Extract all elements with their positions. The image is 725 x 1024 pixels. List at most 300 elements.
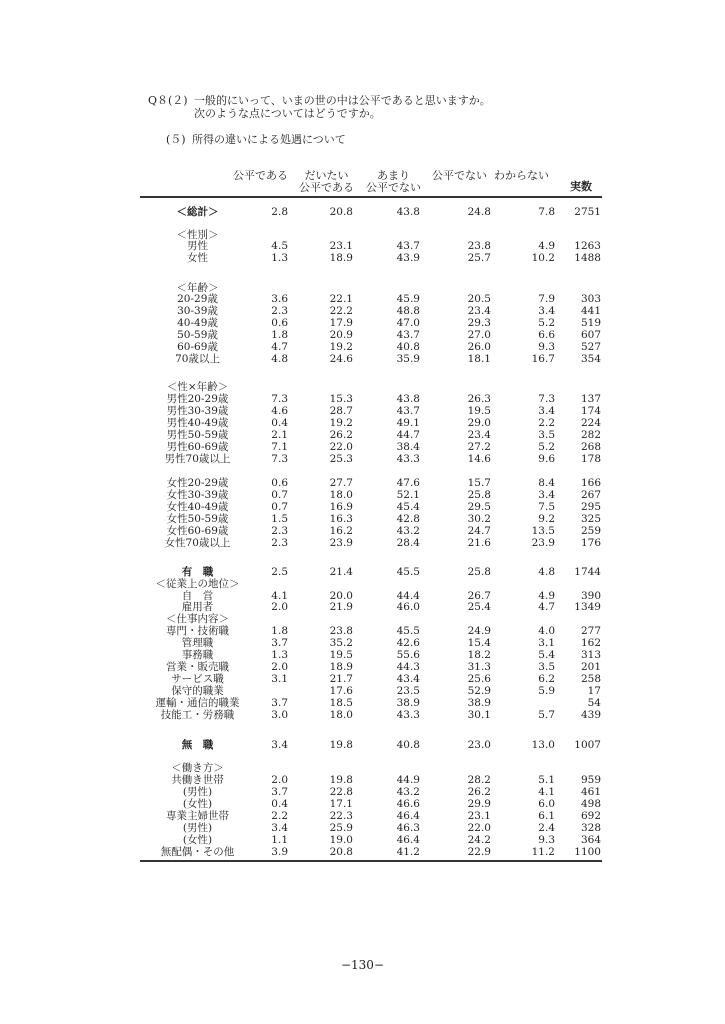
row-label: 70歳以上 [175, 353, 220, 365]
table-row [0, 353, 725, 365]
row-label: 保守的職業 [171, 685, 224, 697]
cell-value: 2.2 [538, 417, 555, 429]
row-label: ＜年齢＞ [176, 282, 219, 294]
row-label: 共働き世帯 [171, 774, 224, 786]
cell-value: 25.3 [329, 453, 353, 465]
cell-value: 1349 [574, 601, 601, 613]
cell-value: 23.1 [467, 810, 491, 822]
cell-value: 4.9 [538, 590, 555, 602]
cell-value: 23.1 [329, 240, 353, 252]
cell-value: 7.8 [538, 206, 555, 218]
cell-value: 1744 [574, 566, 601, 578]
cell-value: 17.1 [329, 798, 353, 810]
cell-value: 41.2 [396, 846, 420, 858]
cell-value: 40.8 [396, 739, 420, 751]
cell-value: 22.9 [467, 846, 491, 858]
cell-value: 0.7 [271, 489, 288, 501]
cell-value: 2.8 [271, 206, 288, 218]
cell-value: 23.0 [467, 739, 491, 751]
cell-value: 7.3 [271, 453, 288, 465]
cell-value: 295 [580, 501, 601, 513]
cell-value: 17 [587, 685, 601, 697]
table-row [0, 489, 725, 501]
cell-value: 23.8 [329, 625, 353, 637]
cell-value: 17.9 [329, 317, 353, 329]
cell-value: 0.7 [271, 501, 288, 513]
cell-value: 16.3 [329, 513, 353, 525]
row-label: 無配偶・その他 [160, 846, 235, 858]
cell-value: 25.6 [467, 673, 491, 685]
cell-value: 258 [580, 673, 601, 685]
cell-value: 3.9 [271, 846, 288, 858]
table-row [0, 798, 725, 810]
cell-value: 31.3 [467, 661, 491, 673]
cell-value: 162 [580, 637, 601, 649]
cell-value: 21.6 [467, 537, 491, 549]
table-row [0, 822, 725, 834]
cell-value: 166 [580, 477, 601, 489]
table-row [0, 661, 725, 673]
table-row [0, 240, 725, 252]
cell-value: 3.5 [538, 429, 555, 441]
table-row [0, 305, 725, 317]
cell-value: 27.2 [467, 441, 491, 453]
cell-value: 277 [580, 625, 601, 637]
cell-value: 10.2 [531, 252, 555, 264]
cell-value: 9.3 [538, 834, 555, 846]
cell-value: 55.6 [396, 649, 420, 661]
cell-value: 3.4 [271, 822, 288, 834]
cell-value: 0.6 [271, 477, 288, 489]
cell-value: 14.6 [467, 453, 491, 465]
cell-value: 17.6 [329, 685, 353, 697]
cell-value: 178 [580, 453, 601, 465]
cell-value: 52.9 [467, 685, 491, 697]
cell-value: 43.8 [396, 393, 420, 405]
cell-value: 35.9 [396, 353, 420, 365]
cell-value: 15.4 [467, 637, 491, 649]
cell-value: 22.3 [329, 810, 353, 822]
column-header-mostly-fair-line1: だいたい [304, 169, 349, 182]
cell-value: 2.0 [271, 774, 288, 786]
cell-value: 25.4 [467, 601, 491, 613]
cell-value: 45.4 [396, 501, 420, 513]
cell-value: 3.7 [271, 637, 288, 649]
cell-value: 519 [580, 317, 601, 329]
cell-value: 224 [580, 417, 601, 429]
cell-value: 439 [580, 709, 601, 721]
cell-value: 23.5 [396, 685, 420, 697]
cell-value: 3.1 [271, 673, 288, 685]
cell-value: 24.2 [467, 834, 491, 846]
cell-value: 1.8 [271, 329, 288, 341]
cell-value: 28.2 [467, 774, 491, 786]
cell-value: 26.2 [467, 786, 491, 798]
sub-question-text: 所得の違いによる処遇について [192, 133, 346, 146]
cell-value: 176 [580, 537, 601, 549]
cell-value: 43.4 [396, 673, 420, 685]
cell-value: 4.6 [271, 405, 288, 417]
page-number: −130− [340, 958, 384, 972]
cell-value: 328 [580, 822, 601, 834]
cell-value: 44.7 [396, 429, 420, 441]
table-row [0, 810, 725, 822]
cell-value: 54 [587, 697, 601, 709]
table-row [0, 417, 725, 429]
cell-value: 9.6 [538, 453, 555, 465]
cell-value: 44.4 [396, 590, 420, 602]
sub-question-number: (５) [166, 133, 186, 146]
cell-value: 303 [580, 293, 601, 305]
cell-value: 5.9 [538, 685, 555, 697]
cell-value: 7.3 [538, 393, 555, 405]
cell-value: 7.1 [271, 441, 288, 453]
cell-value: 3.4 [538, 489, 555, 501]
cell-value: 27.0 [467, 329, 491, 341]
column-header-not-fair: 公平でない [432, 169, 487, 182]
cell-value: 24.7 [467, 525, 491, 537]
cell-value: 43.3 [396, 709, 420, 721]
cell-value: 4.8 [538, 566, 555, 578]
row-label: 男性40-49歳 [166, 417, 229, 429]
cell-value: 1.5 [271, 513, 288, 525]
table-row [0, 613, 725, 625]
row-label: 営業・販売職 [166, 661, 229, 673]
cell-value: 47.0 [396, 317, 420, 329]
cell-value: 2.3 [271, 305, 288, 317]
cell-value: 441 [580, 305, 601, 317]
cell-value: 46.0 [396, 601, 420, 613]
column-header-dont-know: わからない [494, 169, 549, 182]
table-row [0, 405, 725, 417]
cell-value: 607 [580, 329, 601, 341]
cell-value: 26.0 [467, 341, 491, 353]
cell-value: 2.2 [271, 810, 288, 822]
row-label: 事務職 [181, 649, 214, 661]
cell-value: 6.1 [538, 810, 555, 822]
column-header-fair: 公平である [233, 169, 288, 182]
cell-value: 7.9 [538, 293, 555, 305]
cell-value: 1100 [574, 846, 601, 858]
table-row [0, 252, 725, 264]
column-header-not-very-fair-line2: 公平でない [366, 181, 421, 194]
row-label: 男性60-69歳 [166, 441, 229, 453]
cell-value: 43.8 [396, 206, 420, 218]
cell-value: 30.2 [467, 513, 491, 525]
row-label: ＜性×年齢＞ [166, 381, 229, 393]
row-label: 管理職 [181, 637, 214, 649]
cell-value: 16.2 [329, 525, 353, 537]
row-label: 20-29歳 [177, 293, 218, 305]
row-label: 40-49歳 [177, 317, 218, 329]
cell-value: 2.4 [538, 822, 555, 834]
cell-value: 43.7 [396, 240, 420, 252]
cell-value: 21.4 [329, 566, 353, 578]
cell-value: 2.5 [271, 566, 288, 578]
cell-value: 43.2 [396, 525, 420, 537]
cell-value: 4.7 [271, 341, 288, 353]
cell-value: 15.7 [467, 477, 491, 489]
cell-value: 20.8 [329, 846, 353, 858]
cell-value: 2751 [574, 206, 601, 218]
cell-value: 174 [580, 405, 601, 417]
cell-value: 1.1 [271, 834, 288, 846]
cell-value: 13.5 [531, 525, 555, 537]
cell-value: 44.3 [396, 661, 420, 673]
cell-value: 35.2 [329, 637, 353, 649]
cell-value: 22.0 [467, 822, 491, 834]
cell-value: 47.6 [396, 477, 420, 489]
cell-value: 3.4 [538, 305, 555, 317]
cell-value: 38.9 [396, 697, 420, 709]
cell-value: 4.9 [538, 240, 555, 252]
table-row [0, 566, 725, 578]
row-label: 自 営 [181, 590, 214, 602]
cell-value: 23.4 [467, 305, 491, 317]
cell-value: 24.6 [329, 353, 353, 365]
row-label: 男性50-59歳 [166, 429, 229, 441]
cell-value: 4.1 [271, 590, 288, 602]
table-row [0, 381, 725, 393]
column-header-count: 実数 [570, 180, 592, 193]
cell-value: 23.9 [329, 537, 353, 549]
cell-value: 0.6 [271, 317, 288, 329]
cell-value: 3.7 [271, 786, 288, 798]
question-line-1: 一般的にいって、いまの世の中は公平であると思いますか。 [194, 94, 491, 107]
cell-value: 4.1 [538, 786, 555, 798]
cell-value: 43.7 [396, 329, 420, 341]
row-label: ＜仕事内容＞ [166, 613, 229, 625]
cell-value: 2.3 [271, 525, 288, 537]
row-label: サービス職 [171, 673, 224, 685]
table-row [0, 739, 725, 751]
row-label: 有 職 [181, 566, 214, 578]
cell-value: 5.4 [538, 649, 555, 661]
cell-value: 4.8 [271, 353, 288, 365]
cell-value: 1488 [574, 252, 601, 264]
cell-value: 527 [580, 341, 601, 353]
cell-value: 15.3 [329, 393, 353, 405]
cell-value: 9.3 [538, 341, 555, 353]
cell-value: 22.1 [329, 293, 353, 305]
cell-value: 461 [580, 786, 601, 798]
table-bottom-rule [140, 860, 602, 862]
row-label: 男性 [187, 240, 208, 252]
row-label: ＜働き方＞ [171, 762, 224, 774]
cell-value: 1.3 [271, 252, 288, 264]
row-label: 無 職 [181, 739, 214, 751]
cell-value: 390 [580, 590, 601, 602]
cell-value: 48.8 [396, 305, 420, 317]
table-row [0, 846, 725, 858]
cell-value: 46.3 [396, 822, 420, 834]
table-row [0, 429, 725, 441]
cell-value: 18.0 [329, 709, 353, 721]
table-row [0, 537, 725, 549]
cell-value: 19.2 [329, 417, 353, 429]
cell-value: 4.5 [271, 240, 288, 252]
cell-value: 43.7 [396, 405, 420, 417]
cell-value: 23.9 [531, 537, 555, 549]
cell-value: 18.9 [329, 661, 353, 673]
cell-value: 19.2 [329, 341, 353, 353]
cell-value: 22.8 [329, 786, 353, 798]
row-label: (男性) [182, 822, 213, 834]
cell-value: 29.0 [467, 417, 491, 429]
question-line-2: 次のような点についてはどうですか。 [194, 107, 381, 120]
cell-value: 1007 [574, 739, 601, 751]
cell-value: 2.3 [271, 537, 288, 549]
cell-value: 19.8 [329, 774, 353, 786]
column-header-not-very-fair-line1: あまり [377, 169, 410, 182]
cell-value: 46.4 [396, 834, 420, 846]
cell-value: 24.8 [467, 206, 491, 218]
cell-value: 1263 [574, 240, 601, 252]
table-row [0, 393, 725, 405]
cell-value: 38.4 [396, 441, 420, 453]
cell-value: 19.5 [329, 649, 353, 661]
cell-value: 7.5 [538, 501, 555, 513]
table-row [0, 453, 725, 465]
cell-value: 1.3 [271, 649, 288, 661]
cell-value: 282 [580, 429, 601, 441]
cell-value: 42.6 [396, 637, 420, 649]
cell-value: 268 [580, 441, 601, 453]
table-row [0, 697, 725, 709]
cell-value: 20.8 [329, 206, 353, 218]
cell-value: 259 [580, 525, 601, 537]
cell-value: 49.1 [396, 417, 420, 429]
row-label: 男性30-39歳 [166, 405, 229, 417]
cell-value: 498 [580, 798, 601, 810]
cell-value: 313 [580, 649, 601, 661]
cell-value: 5.1 [538, 774, 555, 786]
row-label: (女性) [182, 834, 213, 846]
cell-value: 29.5 [467, 501, 491, 513]
cell-value: 44.9 [396, 774, 420, 786]
cell-value: 25.7 [467, 252, 491, 264]
cell-value: 8.4 [538, 477, 555, 489]
cell-value: 42.8 [396, 513, 420, 525]
cell-value: 18.5 [329, 697, 353, 709]
table-row [0, 673, 725, 685]
row-label: 女性50-59歳 [166, 513, 229, 525]
table-row [0, 637, 725, 649]
table-row [0, 329, 725, 341]
cell-value: 16.9 [329, 501, 353, 513]
cell-value: 27.7 [329, 477, 353, 489]
cell-value: 26.2 [329, 429, 353, 441]
column-header-mostly-fair-line2: 公平である [299, 181, 354, 194]
cell-value: 16.7 [531, 353, 555, 365]
cell-value: 2.0 [271, 661, 288, 673]
cell-value: 18.2 [467, 649, 491, 661]
cell-value: 22.0 [329, 441, 353, 453]
table-row [0, 625, 725, 637]
cell-value: 1.8 [271, 625, 288, 637]
cell-value: 22.2 [329, 305, 353, 317]
cell-value: 30.1 [467, 709, 491, 721]
row-label: 専門・技術職 [166, 625, 229, 637]
row-label: 50-59歳 [177, 329, 218, 341]
cell-value: 4.7 [538, 601, 555, 613]
cell-value: 3.1 [538, 637, 555, 649]
table-row [0, 525, 725, 537]
row-label: 女性30-39歳 [166, 489, 229, 501]
cell-value: 5.2 [538, 441, 555, 453]
cell-value: 2.1 [271, 429, 288, 441]
cell-value: 26.7 [467, 590, 491, 602]
row-label: 男性20-29歳 [166, 393, 229, 405]
cell-value: 43.2 [396, 786, 420, 798]
cell-value: 29.3 [467, 317, 491, 329]
cell-value: 28.7 [329, 405, 353, 417]
table-row [0, 341, 725, 353]
cell-value: 46.6 [396, 798, 420, 810]
table-row [0, 649, 725, 661]
cell-value: 19.8 [329, 739, 353, 751]
cell-value: 25.8 [467, 566, 491, 578]
row-label: 女性40-49歳 [166, 501, 229, 513]
cell-value: 19.0 [329, 834, 353, 846]
table-row [0, 774, 725, 786]
row-label: 専業主婦世帯 [166, 810, 229, 822]
table-row [0, 501, 725, 513]
cell-value: 23.4 [467, 429, 491, 441]
cell-value: 38.9 [467, 697, 491, 709]
row-label: 30-39歳 [177, 305, 218, 317]
cell-value: 5.2 [538, 317, 555, 329]
cell-value: 21.7 [329, 673, 353, 685]
cell-value: 325 [580, 513, 601, 525]
row-label: 雇用者 [181, 601, 214, 613]
cell-value: 43.3 [396, 453, 420, 465]
cell-value: 7.3 [271, 393, 288, 405]
row-label: ＜従業上の地位＞ [155, 578, 240, 590]
cell-value: 52.1 [396, 489, 420, 501]
cell-value: 19.5 [467, 405, 491, 417]
table-row [0, 441, 725, 453]
cell-value: 18.9 [329, 252, 353, 264]
cell-value: 3.7 [271, 697, 288, 709]
cell-value: 18.0 [329, 489, 353, 501]
table-row [0, 317, 725, 329]
table-row [0, 601, 725, 613]
row-label: 女性20-29歳 [166, 477, 229, 489]
cell-value: 9.2 [538, 513, 555, 525]
row-label: 男性70歳以上 [164, 453, 231, 465]
cell-value: 201 [580, 661, 601, 673]
cell-value: 6.2 [538, 673, 555, 685]
cell-value: 46.4 [396, 810, 420, 822]
table-row [0, 578, 725, 590]
row-label: ＜性別＞ [176, 229, 219, 241]
cell-value: 692 [580, 810, 601, 822]
row-label: (男性) [182, 786, 213, 798]
cell-value: 364 [580, 834, 601, 846]
cell-value: 5.7 [538, 709, 555, 721]
row-label: 60-69歳 [177, 341, 218, 353]
table-row [0, 477, 725, 489]
cell-value: 3.5 [538, 661, 555, 673]
cell-value: 45.5 [396, 566, 420, 578]
cell-value: 29.9 [467, 798, 491, 810]
cell-value: 45.5 [396, 625, 420, 637]
table-row [0, 293, 725, 305]
cell-value: 28.4 [396, 537, 420, 549]
cell-value: 24.9 [467, 625, 491, 637]
cell-value: 20.0 [329, 590, 353, 602]
